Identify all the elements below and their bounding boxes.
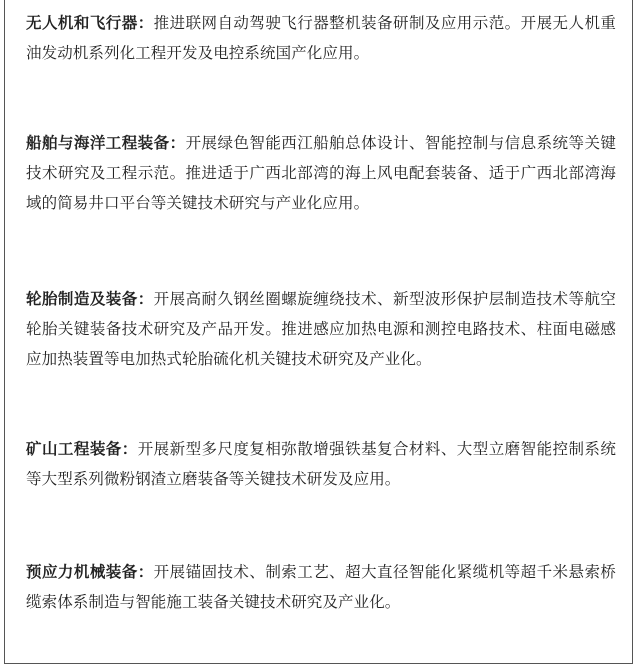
section-body: 开展绿色智能西江船舶总体设计、智能控制与信息系统等关键技术研究及工程示范。推进适于广西北部湾的海上风电配套装备、适于广西北部湾海域的简易井口平台等关键技术研究与产业化应用。: [26, 134, 617, 212]
section-uav: [26, 8, 616, 68]
section-mining: [26, 434, 616, 494]
section-heading: 船舶与海洋工程装备: [26, 134, 170, 152]
section-heading: 轮胎制造及装备: [26, 290, 138, 308]
section-heading: 无人机和飞行器: [26, 14, 138, 32]
section-body: 开展新型多尺度复相弥散增强铁基复合材料、大型立磨智能控制系统等大型系列微粉钢渣立磨装备等关键技术研发及应用。: [26, 440, 616, 488]
section-marine: [26, 128, 616, 218]
section-prestress: [26, 557, 616, 617]
heading-separator: ：: [137, 563, 154, 581]
section-heading: 矿山工程装备: [26, 440, 122, 458]
section-body: 开展高耐久钢丝圈螺旋缠绕技术、新型波形保护层制造技术等航空轮胎关键装备技术研究及产品开发。推进感应加热电源和测控电路技术、柱面电磁感应加热装置等电加热式轮胎硫化机关键技术研究及产业化。: [26, 290, 616, 368]
section-body: 推进联网自动驾驶飞行器整机装备研制及应用示范。开展无人机重油发动机系列化工程开发及电控系统国产化应用。: [26, 14, 616, 62]
heading-separator: ：: [137, 290, 154, 308]
section-tire: [26, 284, 616, 374]
section-heading: 预应力机械装备: [26, 563, 138, 581]
heading-separator: ：: [169, 134, 186, 152]
section-body: 开展锚固技术、制索工艺、超大直径智能化紧缆机等超千米悬索桥缆索体系制造与智能施工装备关键技术研究及产业化。: [26, 563, 616, 611]
heading-separator: ：: [137, 14, 154, 32]
heading-separator: ：: [121, 440, 138, 458]
